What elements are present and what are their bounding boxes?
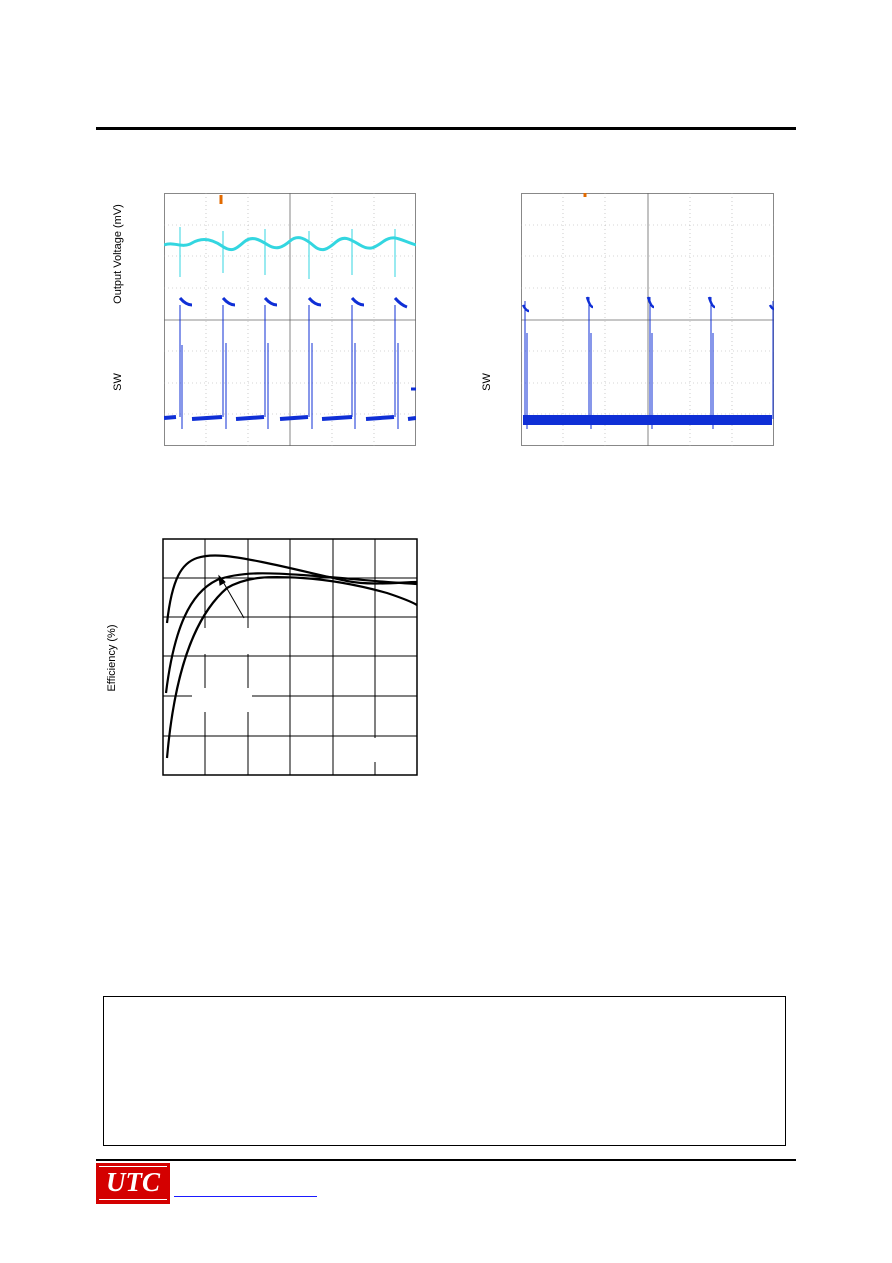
efficiency-chart [162, 538, 418, 776]
header-rule [96, 127, 796, 130]
footer-rule [96, 1159, 796, 1161]
utc-logo [96, 1163, 170, 1204]
notice-box [103, 996, 786, 1146]
efficiency-ylabel: Efficiency (%) [106, 624, 118, 692]
scope-left-capture [164, 193, 416, 446]
scope-left-output-label: Output Voltage (mV) [112, 204, 124, 304]
website-link[interactable] [174, 1196, 317, 1197]
scope-right-capture [521, 193, 774, 446]
scope-left-sw-label: SW [112, 373, 124, 391]
scope-right-sw-label: SW [481, 373, 493, 391]
logo-stripe-bottom [99, 1199, 167, 1200]
utc-logo-text: UTC [106, 1167, 160, 1197]
